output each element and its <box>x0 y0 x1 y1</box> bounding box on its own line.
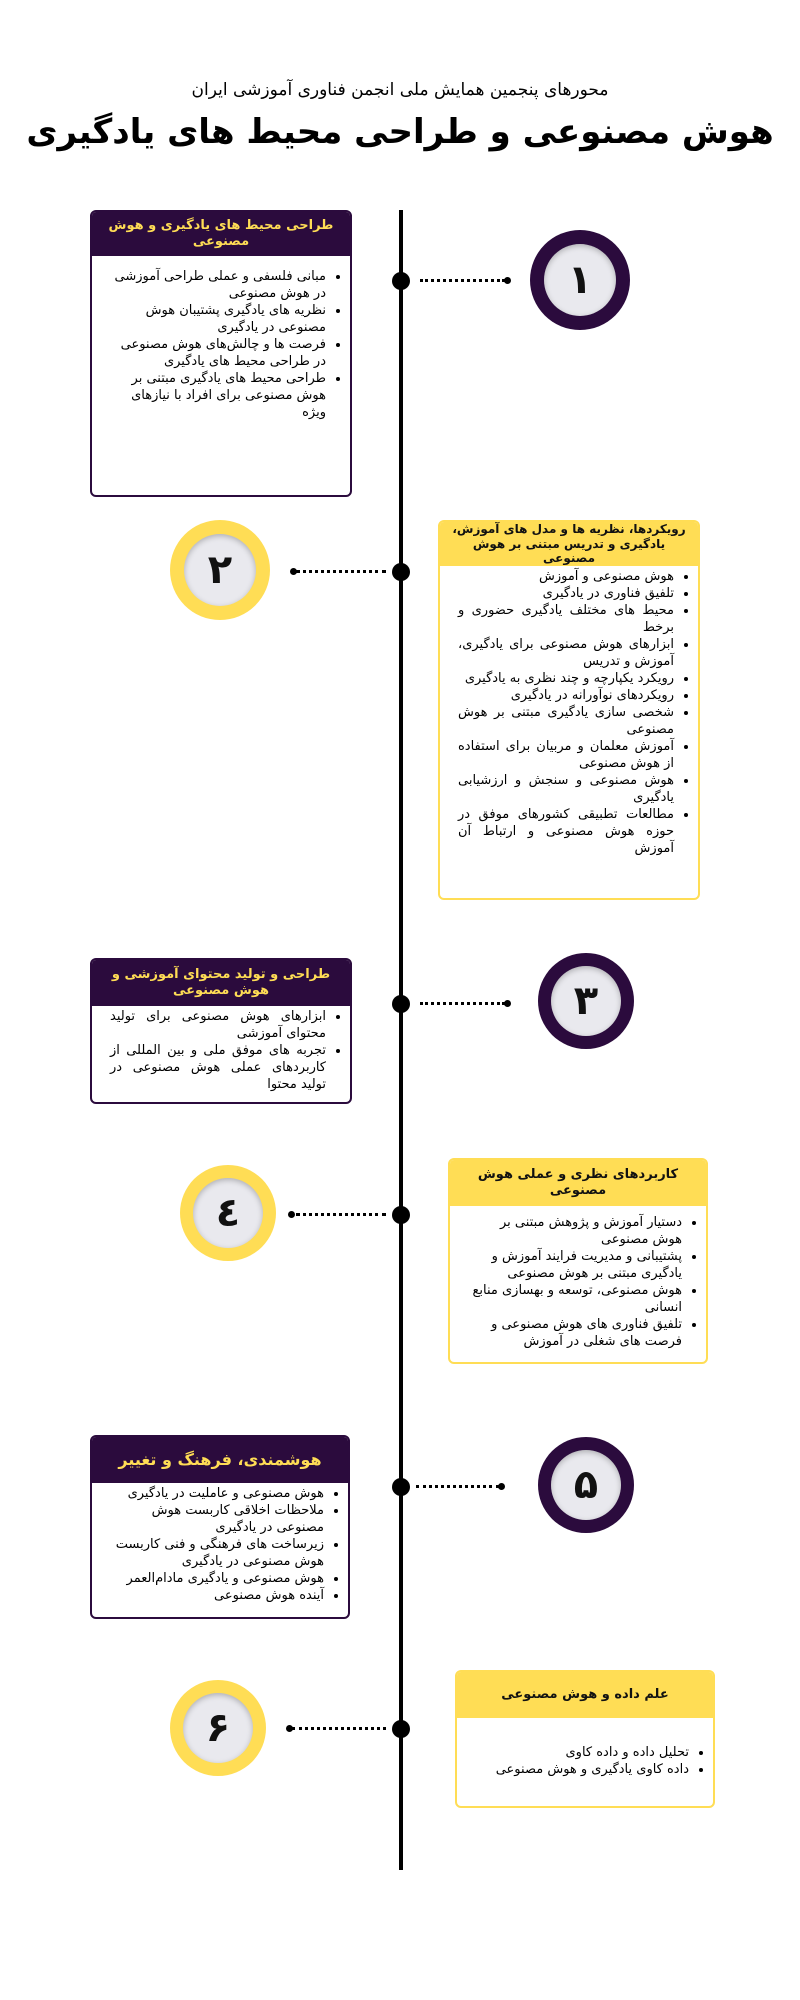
list-item: • تلفیق فناوری در یادگیری <box>458 585 674 602</box>
section-heading-4: کاربردهای نظری و عملی هوش مصنوعی <box>450 1160 706 1206</box>
badge-number-5: ۵ <box>551 1450 621 1520</box>
list-item: • رویکردهای نوآورانه در یادگیری <box>458 687 674 704</box>
connector-2 <box>296 570 386 573</box>
list-item: • ملاحظات اخلاقی کاربست هوش مصنوعی در یادگیری <box>110 1502 324 1536</box>
list-item: • مبانی فلسفی و عملی طراحی آموزشی در هوش مصنوعی <box>110 268 326 302</box>
list-item: • طراحی محیط های یادگیری مبتنی بر هوش مصنوعی برای افراد با نیازهای ویژه <box>110 370 326 421</box>
page-subtitle: محورهای پنجمین همایش ملی انجمن فناوری آموزشی ایران <box>191 80 609 100</box>
list-item: • پشتیبانی و مدیریت فرایند آموزش و یادگیری مبتنی بر هوش مصنوعی <box>468 1248 682 1282</box>
connector-end-6 <box>286 1725 293 1732</box>
number-badge-2 <box>170 520 270 620</box>
section-heading-1: طراحی محیط های یادگیری و هوش مصنوعی <box>92 212 350 256</box>
section-list-1 <box>92 256 350 427</box>
section-list-6 <box>457 1718 713 1784</box>
connector-end-1 <box>504 277 511 284</box>
section-card-5 <box>90 1435 350 1619</box>
list-item: • هوش مصنوعی و یادگیری مادام‌العمر <box>110 1570 324 1587</box>
list-item: • مطالعات تطبیقی کشورهای موفق در حوزه هوش مصنوعی و ارتباط آن آموزش <box>458 806 674 857</box>
list-item: • نظریه های یادگیری پشتیبان هوش مصنوعی در یادگیری <box>110 302 326 336</box>
badge-number-2: ۲ <box>184 534 256 606</box>
timeline-node-2 <box>392 563 410 581</box>
connector-end-4 <box>288 1211 295 1218</box>
number-badge-3 <box>538 953 634 1049</box>
connector-1 <box>420 279 505 282</box>
section-list-5 <box>92 1483 348 1610</box>
section-list-4 <box>450 1206 706 1356</box>
timeline-node-5 <box>392 1478 410 1496</box>
list-item: • ابزارهای هوش مصنوعی برای یادگیری، آموزش و تدریس <box>458 636 674 670</box>
timeline-node-4 <box>392 1206 410 1224</box>
number-badge-5 <box>538 1437 634 1533</box>
list-item: • تلفیق فناوری های هوش مصنوعی و فرصت های شغلی در آموزش <box>468 1316 682 1350</box>
list-item: • تحلیل داده و داده کاوی <box>475 1744 689 1761</box>
connector-end-5 <box>498 1483 505 1490</box>
number-badge-4 <box>180 1165 276 1261</box>
timeline-node-1 <box>392 272 410 290</box>
connector-4 <box>296 1213 386 1216</box>
number-badge-1 <box>530 230 630 330</box>
connector-end-2 <box>290 568 297 575</box>
badge-number-1: ۱ <box>544 244 616 316</box>
badge-number-6: ۶ <box>183 1693 253 1763</box>
section-heading-5: هوشمندی، فرهنگ و تغییر <box>92 1437 348 1483</box>
list-item: • هوش مصنوعی و آموزش <box>458 568 674 585</box>
section-card-2 <box>438 520 700 900</box>
connector-end-3 <box>504 1000 511 1007</box>
list-item: • محیط های مختلف یادگیری حضوری و برخط <box>458 602 674 636</box>
connector-3 <box>420 1002 505 1005</box>
section-card-4 <box>448 1158 708 1364</box>
section-heading-6: علم داده و هوش مصنوعی <box>457 1672 713 1718</box>
list-item: • زیرساخت های فرهنگی و فنی کاربست هوش مصنوعی در یادگیری <box>110 1536 324 1570</box>
section-list-2 <box>440 566 698 863</box>
number-badge-6 <box>170 1680 266 1776</box>
list-item: • هوش مصنوعی و سنجش و ارزشیابی یادگیری <box>458 772 674 806</box>
list-item: • ابزارهای هوش مصنوعی برای تولید محتوای آموزشی <box>110 1008 326 1042</box>
list-item: • رویکرد یکپارچه و چند نظری به یادگیری <box>458 670 674 687</box>
badge-number-4: ٤ <box>193 1178 263 1248</box>
section-heading-2: رویکردها، نظریه ها و مدل های آموزش، یادگیری و تدریس مبتنی بر هوش مصنوعی <box>440 522 698 566</box>
list-item: • داده کاوی یادگیری و هوش مصنوعی <box>475 1761 689 1778</box>
list-item: • تجربه های موفق ملی و بین المللی از کاربردهای عملی هوش مصنوعی در تولید محتوا <box>110 1042 326 1093</box>
connector-5 <box>416 1485 499 1488</box>
section-card-1 <box>90 210 352 497</box>
list-item: • هوش مصنوعی و عاملیت در یادگیری <box>110 1485 324 1502</box>
list-item: • هوش مصنوعی، توسعه و بهسازی منابع انسانی <box>468 1282 682 1316</box>
list-item: • شخصی سازی یادگیری مبتنی بر هوش مصنوعی <box>458 704 674 738</box>
list-item: • دستیار آموزش و پژوهش مبتنی بر هوش مصنوعی <box>468 1214 682 1248</box>
timeline-node-3 <box>392 995 410 1013</box>
list-item: • آموزش معلمان و مربیان برای استفاده از هوش مصنوعی <box>458 738 674 772</box>
connector-6 <box>292 1727 386 1730</box>
list-item: • فرصت ها و چالش‌های هوش مصنوعی در طراحی محیط های یادگیری <box>110 336 326 370</box>
section-card-3 <box>90 958 352 1104</box>
section-card-6 <box>455 1670 715 1808</box>
page-title: هوش مصنوعی و طراحی محیط های یادگیری <box>26 112 774 152</box>
section-heading-3: طراحی و تولید محتوای آموزشی و هوش مصنوعی <box>92 960 350 1006</box>
badge-number-3: ۳ <box>551 966 621 1036</box>
timeline-node-6 <box>392 1720 410 1738</box>
list-item: • آینده هوش مصنوعی <box>110 1587 324 1604</box>
section-list-3 <box>92 1006 350 1099</box>
timeline-line <box>399 210 403 1870</box>
